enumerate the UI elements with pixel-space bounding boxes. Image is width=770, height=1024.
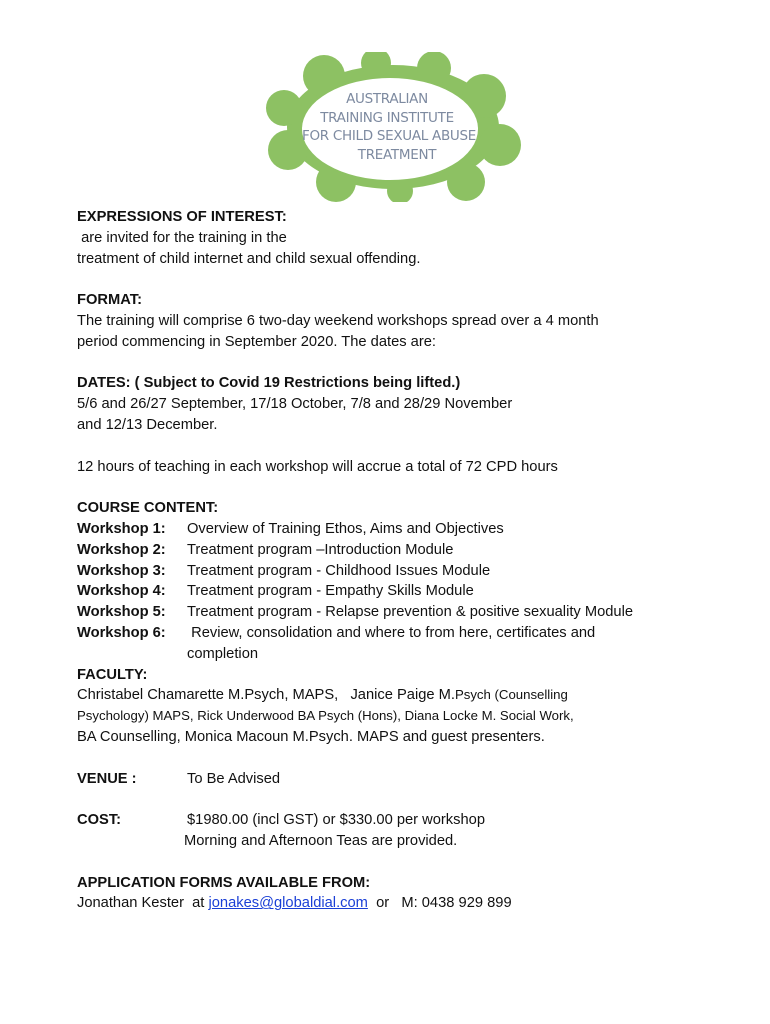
workshop-label: Workshop 6: — [77, 624, 166, 641]
contact-prefix: Jonathan Kester at — [77, 895, 209, 912]
format-line-1: The training will comprise 6 two-day weekend workshops spread over a 4 month — [77, 312, 599, 329]
workshop-label: Workshop 4: — [77, 583, 166, 600]
workshop-description: Overview of Training Ethos, Aims and Objectives — [187, 520, 504, 537]
logo-line-4: TREATMENT — [357, 146, 437, 163]
workshop-row — [77, 623, 727, 644]
workshop-row — [77, 561, 727, 582]
workshop-row — [77, 540, 727, 561]
faculty-heading: FACULTY: — [77, 666, 148, 683]
faculty-line-1b: Psych (Counselling — [454, 687, 568, 703]
workshop-description: Treatment program - Childhood Issues Module — [187, 562, 491, 579]
venue-label: VENUE : — [77, 770, 137, 787]
venue-row — [77, 769, 727, 790]
dates-line-1: 5/6 and 26/27 September, 17/18 October, 7/8 and 28/29 November — [77, 396, 513, 413]
eoi-line-1: are invited for the training in the — [77, 229, 287, 246]
eoi-line-2: treatment of child internet and child sexual offending. — [77, 250, 421, 267]
format-line-2: period commencing in September 2020. The dates are: — [77, 333, 436, 350]
cost-label: COST: — [77, 812, 122, 829]
faculty-line-2 — [77, 706, 727, 727]
logo-line-3: FOR CHILD SEXUAL ABUSE — [302, 128, 476, 144]
workshop-description: Treatment program - Relapse prevention & positive sexuality Module — [187, 604, 634, 621]
cpd-hours-text: 12 hours of teaching in each workshop will accrue a total of 72 CPD hours — [77, 458, 558, 475]
faculty-line-1 — [77, 685, 727, 706]
contact-suffix: or M: 0438 929 899 — [367, 895, 512, 912]
workshop-row — [77, 602, 727, 623]
workshop-label: Workshop 2: — [77, 541, 166, 558]
contact-email-link[interactable]: jonakes@globaldial.com — [208, 895, 368, 912]
application-heading: APPLICATION FORMS AVAILABLE FROM: — [77, 874, 371, 891]
faculty-line-3: BA Counselling, Monica Macoun M.Psych. MAPS and guest presenters. — [77, 728, 545, 745]
venue-value: To Be Advised — [187, 770, 281, 787]
dates-line-2: and 12/13 December. — [77, 416, 218, 433]
workshop-description: Review, consolidation and where to from here, certificates and — [187, 624, 596, 641]
faculty-line-2-text: Psychology) MAPS, Rick Underwood BA Psych (Hons), Diana Locke M. Social Work, — [77, 708, 574, 724]
workshop-row — [77, 581, 727, 602]
workshop-label: Workshop 5: — [77, 604, 166, 621]
workshop-row — [77, 519, 727, 540]
workshop-label: Workshop 1: — [77, 520, 166, 537]
workshop-6-continuation: completion — [187, 645, 259, 662]
logo-line-2: TRAINING INSTITUTE — [320, 109, 454, 126]
faculty-line-1a: Christabel Chamarette M.Psych, MAPS, Janice Paige M. — [77, 687, 455, 704]
flyer-content — [77, 207, 727, 914]
workshop-description: Treatment program –Introduction Module — [187, 541, 454, 558]
logo-text — [262, 90, 524, 164]
course-content-heading: COURSE CONTENT: — [77, 500, 219, 517]
cost-value: $1980.00 (incl GST) or $330.00 per workshop — [187, 812, 485, 829]
format-heading: FORMAT: — [77, 292, 142, 309]
eoi-heading: EXPRESSIONS OF INTEREST: — [77, 209, 287, 225]
cost-row — [77, 810, 727, 831]
institute-logo — [262, 52, 524, 202]
logo-line-1: AUSTRALIAN — [346, 91, 428, 107]
cost-note: Morning and Afternoon Teas are provided. — [184, 832, 458, 849]
workshop-label: Workshop 3: — [77, 562, 166, 579]
dates-heading: DATES: ( Subject to Covid 19 Restrictions being lifted.) — [77, 375, 461, 392]
application-contact — [77, 893, 727, 914]
workshop-description: Treatment program - Empathy Skills Module — [187, 583, 474, 600]
